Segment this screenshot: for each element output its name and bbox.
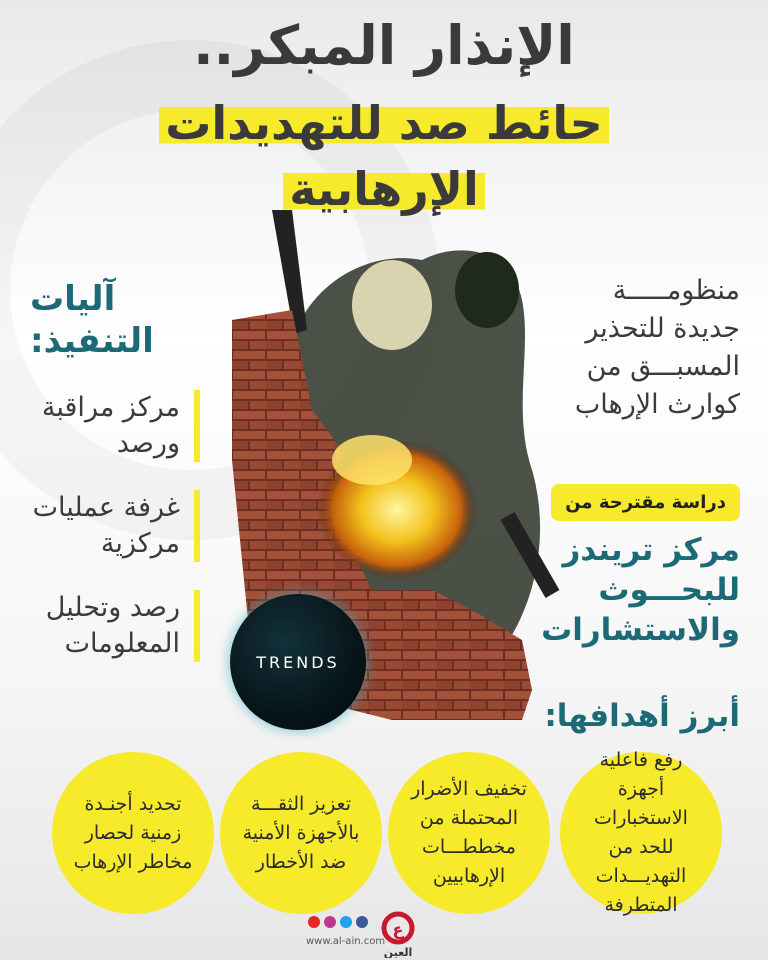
- mechanism-item-1: مركز مراقبة ورصد: [10, 390, 200, 462]
- svg-text:العين: العين: [383, 946, 413, 958]
- masked-head-left: [352, 260, 432, 350]
- study-badge: دراسة مقترحة من: [551, 484, 740, 521]
- main-title: الإنذار المبكر..: [193, 14, 575, 77]
- goal-circle-4: تحديد أجنـدة زمنية لحصار مخاطر الإرهاب: [52, 752, 214, 914]
- svg-text:ع: ع: [392, 920, 404, 939]
- instagram-icon[interactable]: [324, 916, 336, 928]
- facebook-icon[interactable]: [356, 916, 368, 928]
- al-ain-logo: [378, 910, 418, 958]
- subtitle-line-1: حائط صد للتهديدات: [0, 96, 768, 150]
- social-icons: [308, 916, 368, 928]
- goal-circle-3: تعزيز الثقـــة بالأجهزة الأمنية ضد الأخطار: [220, 752, 382, 914]
- footer-url[interactable]: www.al-ain.com: [306, 936, 386, 947]
- mechanism-item-2: غرفة عمليات مركزية: [10, 490, 200, 562]
- goals-title: أبرز أهدافها:: [544, 698, 740, 734]
- system-description: منظومـــــة جديدة للتحذير المسبـــق من كوارث الإرهاب: [574, 275, 740, 420]
- goal-circle-2: تخفيف الأضرار المحتملة من مخططـــات الإرهابيين: [388, 752, 550, 914]
- trends-logo: TRENDS: [230, 594, 366, 730]
- goal-circle-1: رفع فاعلية أجهزة الاستخبارات للحد من التهديـــدات المتطرفة: [560, 752, 722, 914]
- mechanism-item-3: رصد وتحليل المعلومات: [10, 590, 200, 662]
- mechanisms-title: آليات التنفيذ:: [30, 279, 154, 361]
- subtitle-line-2: الإرهابية: [0, 162, 768, 216]
- masked-head-right: [455, 252, 519, 328]
- twitter-icon[interactable]: [340, 916, 352, 928]
- youtube-icon[interactable]: [308, 916, 320, 928]
- research-center-name: مركز تريندز للبحـــوث والاستشارات: [541, 532, 740, 648]
